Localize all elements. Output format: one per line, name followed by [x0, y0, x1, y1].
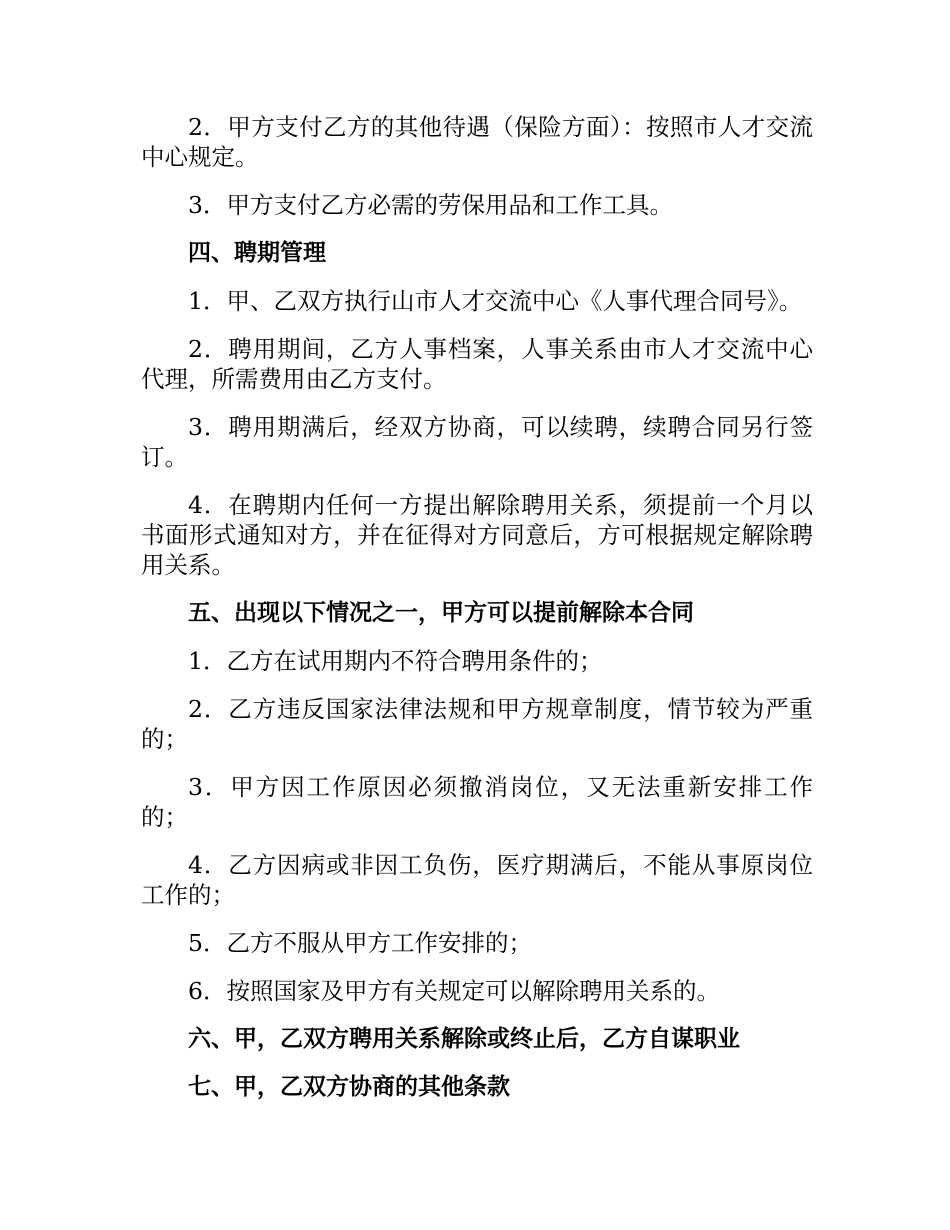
paragraph-regulations: 6．按照国家及甲方有关规定可以解除聘用关系的。 [188, 977, 720, 1005]
paragraph-agency-contract: 1．甲、乙双方执行山市人才交流中心《人事代理合同号》。 [188, 287, 803, 315]
paragraph-renewal: 3．聘用期满后，经双方协商，可以续聘，续聘合同另行签订。 [141, 413, 813, 471]
paragraph-labor-supplies: 3．甲方支付乙方必需的劳保用品和工作工具。 [188, 191, 673, 219]
paragraph-benefits-insurance: 2．甲方支付乙方的其他待遇（保险方面）：按照市人才交流中心规定。 [141, 113, 813, 171]
section-heading-5: 五、出现以下情况之一，甲方可以提前解除本合同 [188, 600, 694, 626]
section-heading-6: 六、甲，乙双方聘用关系解除或终止后，乙方自谋职业 [188, 1026, 740, 1052]
paragraph-termination-notice: 4．在聘期内任何一方提出解除聘用关系，须提前一个月以书面形式通知对方，并在征得对方同意后，方可根据规定解除聘用关系。 [141, 491, 813, 579]
paragraph-probation: 1．乙方在试用期内不符合聘用条件的； [188, 647, 603, 675]
paragraph-violation: 2．乙方违反国家法律法规和甲方规章制度，情节较为严重的； [141, 695, 813, 753]
paragraph-insubordination: 5．乙方不服从甲方工作安排的； [188, 929, 532, 957]
paragraph-illness: 4．乙方因病或非因工负伤，医疗期满后，不能从事原岗位工作的； [141, 851, 813, 909]
section-heading-7: 七、甲，乙双方协商的其他条款 [188, 1074, 510, 1100]
paragraph-position-cancelled: 3．甲方因工作原因必须撤消岗位，又无法重新安排工作的； [141, 773, 813, 831]
section-heading-4: 四、聘期管理 [188, 240, 326, 266]
document-body [141, 112, 813, 1120]
paragraph-personnel-files: 2．聘用期间，乙方人事档案，人事关系由市人才交流中心代理，所需费用由乙方支付。 [141, 335, 813, 393]
